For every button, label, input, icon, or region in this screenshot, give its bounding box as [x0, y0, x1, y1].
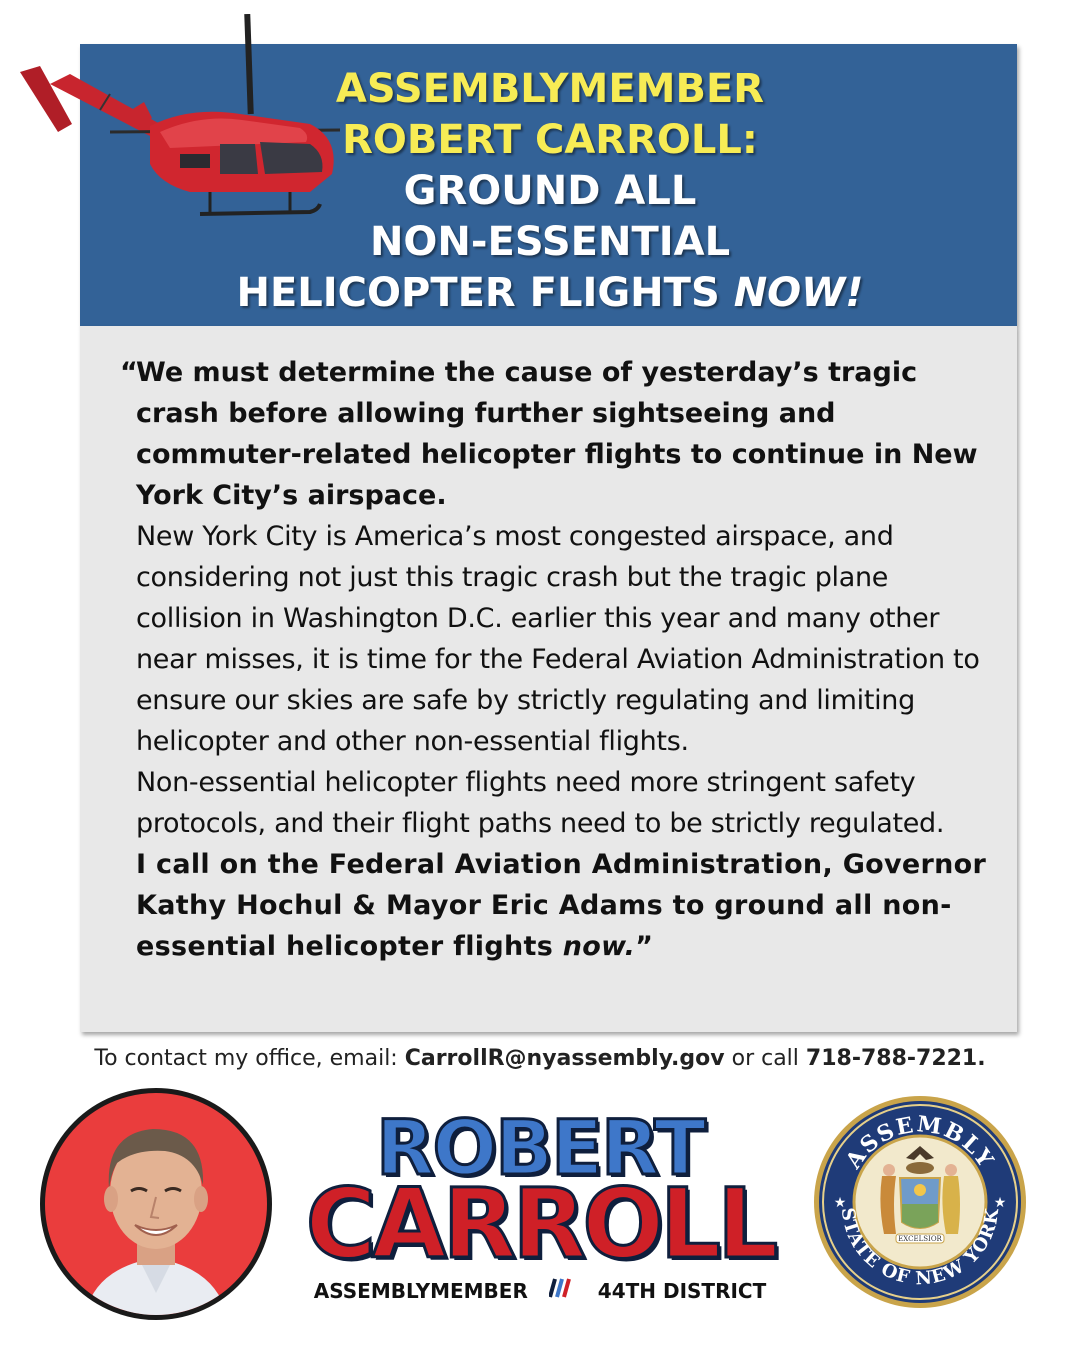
- headline-emphasis: NOW!: [733, 270, 864, 316]
- quote-paragraph-4-text: I call on the Federal Aviation Administration, Governor Kathy Hochul & Mayor Eric Adams to ground all non-essential helicopter flights: [136, 849, 987, 962]
- slash-divider-icon: [549, 1278, 577, 1303]
- headline-line-2: ROBERT CARROLL:: [342, 117, 758, 163]
- headline-line-5: [220, 268, 880, 319]
- portrait-photo: [40, 1088, 272, 1320]
- quote-text: [120, 352, 996, 967]
- seal-motto: EXCELSIOR: [898, 1235, 942, 1243]
- title-label: ASSEMBLYMEMBER: [313, 1279, 528, 1303]
- headline-line-4: NON-ESSENTIAL: [369, 219, 731, 265]
- seal-bottom-text: STATE OF NEW YORK: [836, 1206, 1004, 1290]
- quote-panel: [80, 326, 1017, 1032]
- contact-email[interactable]: CarrollR@nyassembly.gov: [404, 1046, 725, 1071]
- quote-paragraph-1: We must determine the cause of yesterday’s tragic crash before allowing further sightseeing and commuter-related helicopter flights to continue in New York City’s airspace.: [136, 357, 978, 511]
- headline-line-5-text: HELICOPTER FLIGHTS: [236, 270, 734, 316]
- name-logo: [280, 1103, 800, 1318]
- quote-emphasis: now.: [562, 931, 636, 962]
- svg-text:★: ★: [993, 1195, 1007, 1211]
- close-quote-mark: ”: [635, 931, 654, 962]
- quote-paragraph-4: [136, 844, 996, 967]
- quote-paragraph-2: New York City is America’s most congested airspace, and considering not just this tragic crash but the tragic plane collision in Washington D.C. earlier this year and many other near misses, it is time for the Federal Aviation Administration to ensure our skies are safe by strictly regulating and limiting helicopter and other non-essential flights.: [136, 521, 980, 757]
- district-label: 44TH DISTRICT: [597, 1279, 767, 1303]
- open-quote-mark: “: [120, 357, 138, 388]
- headline-line-3: GROUND ALL: [403, 168, 697, 214]
- portrait-illustration: [45, 1093, 267, 1315]
- svg-text:★: ★: [833, 1195, 847, 1211]
- contact-prefix: To contact my office, email:: [94, 1046, 405, 1071]
- contact-phone[interactable]: 718-788-7221.: [805, 1046, 986, 1071]
- name-subtitle: [280, 1278, 800, 1303]
- contact-line: [0, 1046, 1080, 1071]
- first-name: ROBERT: [376, 1103, 704, 1192]
- last-name: CARROLL: [305, 1168, 775, 1280]
- helicopter-image: [10, 14, 350, 224]
- seal-top-text: ASSEMBLY: [840, 1111, 1000, 1174]
- quote-paragraph-3: Non-essential helicopter flights need more stringent safety protocols, and their flight paths need to be strictly regulated.: [136, 767, 945, 839]
- assembly-seal: [812, 1094, 1028, 1310]
- headline-line-1: ASSEMBLYMEMBER: [335, 66, 765, 112]
- contact-middle: or call: [724, 1046, 806, 1071]
